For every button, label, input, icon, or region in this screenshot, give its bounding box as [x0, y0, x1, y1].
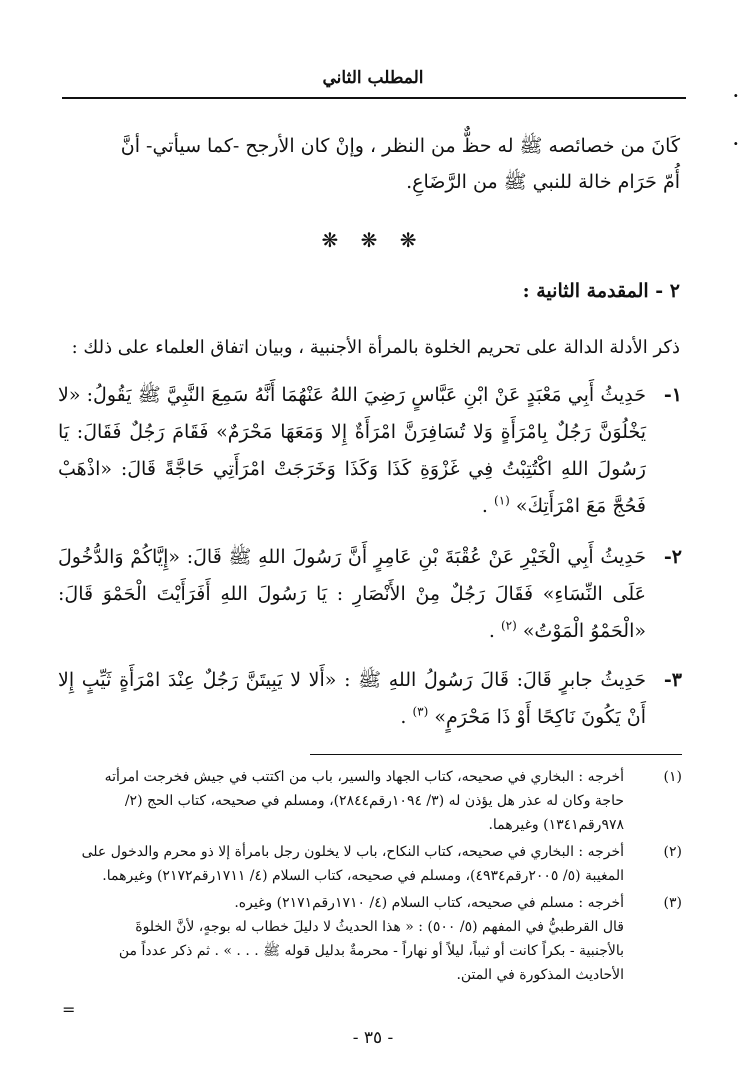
- footnote-body: [58, 840, 624, 888]
- hadith-item: [58, 662, 682, 736]
- sentence-end-dot: .: [481, 495, 488, 517]
- section-heading: ٢ - المقدمة الثانية :: [522, 280, 680, 302]
- footnote-reference: (٣): [412, 704, 429, 719]
- footnote-line: حاجة وكان له عذر هل يؤذن له (٣/ ١٠٩٤رقم٢٨٤٤)، ومسلم في صحيحه، كتاب الحج (٢/: [124, 793, 624, 809]
- margin-dot-mark: .: [733, 82, 739, 101]
- intro-line: أُمّ حَرَام خالة للنبي ﷺ من الرَّضَاعِ.: [406, 171, 680, 193]
- footnote-reference: (٢): [500, 618, 517, 633]
- section-separator-stars: ❋ ❋ ❋: [321, 228, 425, 252]
- footnote-line: قال القرطبيُّ في المفهم (٥/ ٥٠٠) : « هذا الحديثُ لا دليلَ خطاب له بوجهٍ، لأنَّ الخلوةَ: [135, 919, 624, 935]
- hadith-text: حَدِيثُ أَبِي الْخَيْرِ عَنْ عُقْبَةَ بْنِ عَامِرٍ أَنَّ رَسُولَ اللهِ ﷺ قَالَ: «إِيَّاكُمْ وَالدُّخُولَ عَلَى النِّسَاءِ» فَقَالَ رَجُلٌ مِنْ الأَنْصَارِ : يَا رَسُولَ اللهِ أَفَرَأَيْتَ الْحَمْوَ قَالَ: «الْحَمْوُ الْمَوْتُ»: [58, 546, 646, 642]
- footnote-line: ٩٧٨رقم١٣٤١) وغيرهما.: [488, 817, 624, 833]
- hadith-number: ٢-: [663, 546, 682, 568]
- section-intro: ذكر الأدلة الدالة على تحريم الخلوة بالمرأة الأجنبية ، وبيان اتفاق العلماء على ذلك :: [71, 337, 680, 358]
- footnote: [58, 840, 682, 888]
- margin-dot-mark: .: [733, 130, 739, 149]
- hadith-text-block: [58, 539, 646, 650]
- hadith-number: ١-: [663, 384, 682, 406]
- footnote-reference: (١): [494, 493, 510, 508]
- hadith-text-block: [58, 662, 646, 736]
- sentence-end-dot: .: [400, 706, 407, 728]
- footnote-line: الأحاديث المذكورة في المتن.: [456, 967, 624, 983]
- hadith-text: حَدِيثُ جابرٍ قَالَ: قَالَ رَسُولُ اللهِ ﷺ : «أَلا لا يَبِيتَنَّ رَجُلٌ عِنْدَ امْرَأَةٍ ثَيِّبٍ إِلا أَنْ يَكُونَ نَاكِحًا أَوْ ذَا مَحْرَمٍ»: [58, 669, 646, 728]
- page-number: - ٣٥ -: [352, 1028, 394, 1048]
- footnote-line: المغيبة (٥/ ٢٠٠٥رقم٤٩٣٤)، ومسلم في صحيحه، كتاب السلام (٤/ ١٧١١رقم٢١٧٢) وغيرهما.: [102, 868, 624, 884]
- footnote-number: (١): [663, 769, 682, 785]
- footnote-number: (٢): [663, 844, 682, 860]
- intro-paragraph: [58, 128, 680, 200]
- hadith-number: ٣-: [663, 669, 682, 691]
- footnote-line: أخرجه : مسلم في صحيحه، كتاب السلام (٤/ ١٧١٠رقم٢١٧١) وغيره.: [234, 895, 624, 911]
- footnote: [58, 891, 682, 987]
- continuation-mark: =: [62, 1000, 76, 1019]
- footnote-body: [58, 765, 624, 837]
- hadith-item: [58, 539, 682, 650]
- running-header: المطلب الثاني: [322, 68, 424, 88]
- footnote-separator-rule: [310, 754, 682, 755]
- hadith-item: [58, 377, 682, 525]
- hadith-text: حَدِيثُ أَبِي مَعْبَدٍ عَنْ ابْنِ عَبَّاسٍ رَضِيَ اللهُ عَنْهُمَا أَنَّهُ سَمِعَ النَّبِيَّ ﷺ يَقُولُ: «لا يَخْلُوَنَّ رَجُلٌ بِامْرَأَةٍ وَلا تُسَافِرَنَّ امْرَأَةٌ إِلا وَمَعَهَا مَحْرَمٌ» فَقَامَ رَجُلٌ فَقَالَ: يَا رَسُولَ اللهِ اكْتُتِبْتُ فِي غَزْوَةِ كَذَا وَكَذَا وَخَرَجَتْ امْرَأَتِي حَاجَّةً قَالَ: «اذْهَبْ فَحُجَّ مَعَ امْرَأَتِكَ»: [58, 384, 646, 517]
- footnote-number: (٣): [663, 895, 682, 911]
- sentence-end-dot: .: [488, 620, 495, 642]
- footnotes-section: [58, 765, 682, 990]
- intro-line: كَانَ من خصائصه ﷺ له حظٌّ من النظر ، وإنْ كان الأرجح -كما سيأتي- أنَّ: [120, 135, 680, 157]
- header-rule: [62, 97, 686, 99]
- hadith-text-block: [58, 377, 646, 525]
- footnote-line: أخرجه : البخاري في صحيحه، كتاب الجهاد والسير، باب من اكتتب في جيش فخرجت امرأته: [104, 769, 624, 785]
- footnote-line: أخرجه : البخاري في صحيحه، كتاب النكاح، باب لا يخلون رجل بامرأة إلا ذو محرم والدخول على: [81, 844, 624, 860]
- footnote-line: بالأجنبية - بكراً كانت أو ثيباً، ليلاً أو نهاراً - محرمةٌ بدليل قوله ﷺ . . . » . ثم ذكر عدداً من: [118, 943, 624, 959]
- footnote: [58, 765, 682, 837]
- footnote-body: [58, 891, 624, 987]
